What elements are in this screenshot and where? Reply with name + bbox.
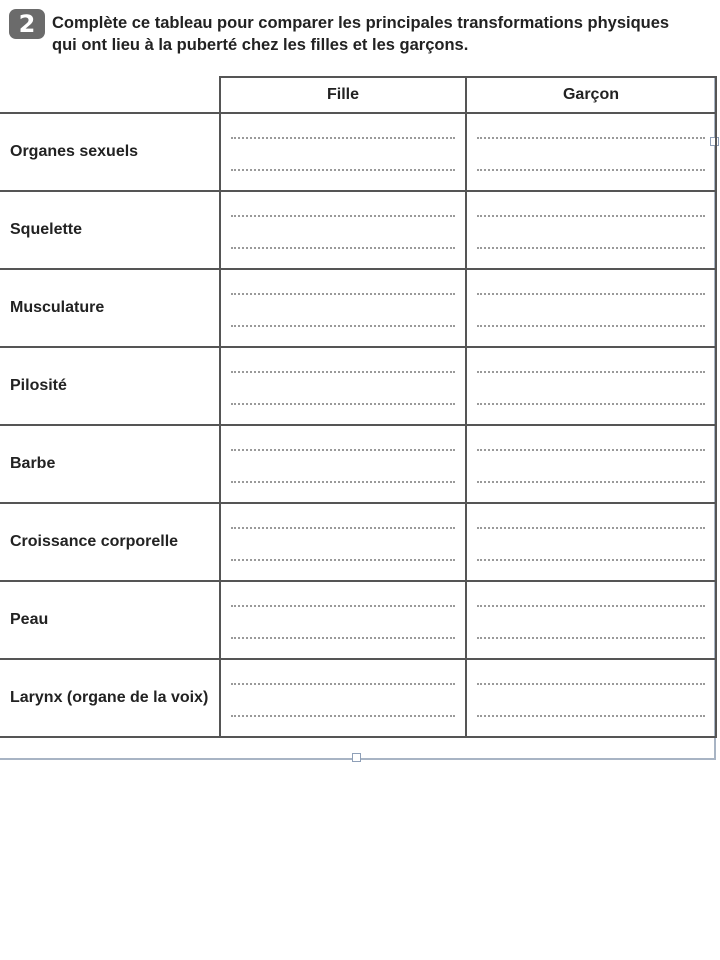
row-label: Squelette [0,191,220,269]
dotted-answer-line [231,215,455,217]
answer-cell-garcon[interactable] [466,425,716,503]
dotted-answer-line [231,683,455,685]
dotted-answer-line [477,169,705,171]
table-header-row [0,77,716,113]
dotted-answer-line [477,527,705,529]
table-row [0,191,716,269]
instruction-line: Complète ce tableau pour comparer les principales transformations physiques [52,14,670,32]
dotted-answer-line [231,403,455,405]
answer-cell-fille[interactable] [220,425,466,503]
column-header-garcon: Garçon [466,77,716,113]
table-row [0,503,716,581]
dotted-answer-line [477,371,705,373]
table-row [0,581,716,659]
dotted-answer-line [477,715,705,717]
answer-cell-garcon[interactable] [466,347,716,425]
dotted-answer-line [231,371,455,373]
answer-cell-garcon[interactable] [466,269,716,347]
table-row [0,113,716,191]
instruction-line: qui ont lieu à la puberté chez les filles et les garçons. [52,36,469,54]
table-corner-cell [0,77,220,113]
dotted-answer-line [231,169,455,171]
row-label: Peau [0,581,220,659]
dotted-answer-line [477,637,705,639]
dotted-answer-line [477,481,705,483]
table-row [0,269,716,347]
row-label: Larynx (organe de la voix) [0,659,220,737]
answer-cell-fille[interactable] [220,191,466,269]
row-label: Pilosité [0,347,220,425]
resize-handle-bottom[interactable] [352,753,361,762]
answer-cell-garcon[interactable] [466,659,716,737]
dotted-answer-line [231,559,455,561]
dotted-answer-line [231,325,455,327]
dotted-answer-line [477,293,705,295]
dotted-answer-line [477,403,705,405]
dotted-answer-line [477,247,705,249]
dotted-answer-line [231,137,455,139]
answer-cell-garcon[interactable] [466,503,716,581]
answer-cell-fille[interactable] [220,581,466,659]
dotted-answer-line [231,605,455,607]
answer-cell-fille[interactable] [220,347,466,425]
row-label: Musculature [0,269,220,347]
dotted-answer-line [231,715,455,717]
comparison-table [0,76,717,738]
row-label: Croissance corporelle [0,503,220,581]
answer-cell-fille[interactable] [220,113,466,191]
dotted-answer-line [477,605,705,607]
answer-cell-fille[interactable] [220,659,466,737]
table-row [0,659,716,737]
exercise-number-badge: 2 [9,9,45,39]
dotted-answer-line [477,325,705,327]
dotted-answer-line [477,449,705,451]
dotted-answer-line [231,449,455,451]
dotted-answer-line [477,215,705,217]
dotted-answer-line [477,137,705,139]
table-row [0,425,716,503]
dotted-answer-line [231,293,455,295]
dotted-answer-line [231,527,455,529]
row-label: Barbe [0,425,220,503]
answer-cell-fille[interactable] [220,503,466,581]
table-row [0,347,716,425]
answer-cell-fille[interactable] [220,269,466,347]
column-header-fille: Fille [220,77,466,113]
dotted-answer-line [477,683,705,685]
answer-cell-garcon[interactable] [466,191,716,269]
answer-cell-garcon[interactable] [466,113,716,191]
exercise-instruction [52,12,720,56]
dotted-answer-line [231,481,455,483]
row-label: Organes sexuels [0,113,220,191]
answer-cell-garcon[interactable] [466,581,716,659]
dotted-answer-line [231,247,455,249]
dotted-answer-line [231,637,455,639]
dotted-answer-line [477,559,705,561]
